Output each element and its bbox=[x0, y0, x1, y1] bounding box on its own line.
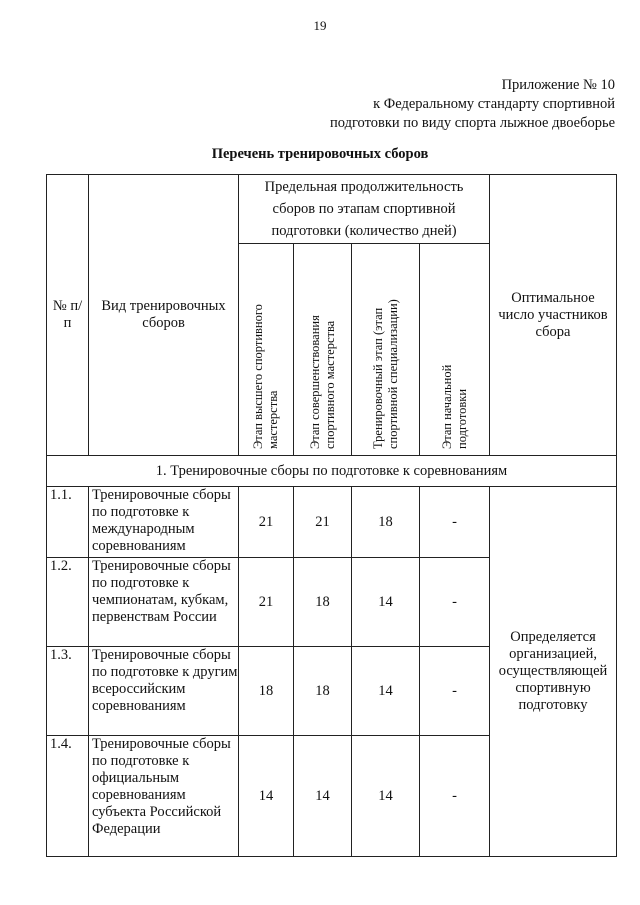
header-kind bbox=[89, 175, 239, 456]
header-stage-4 bbox=[420, 244, 490, 456]
row-value-stage-4: - bbox=[420, 647, 490, 736]
header-kind-text: Вид тренировочных сборов bbox=[101, 298, 226, 331]
row-value-stage-4: - bbox=[420, 736, 490, 857]
section-1-heading: 1. Тренировочные сборы по подготовке к соревнованиям bbox=[47, 456, 617, 487]
document-title: Перечень тренировочных сборов bbox=[211, 146, 429, 162]
row-value-stage-4: - bbox=[420, 558, 490, 647]
header-optimal bbox=[490, 175, 617, 456]
row-kind: Тренировочные сборы по подготовке к чемпионатам, кубкам, первенствам России bbox=[89, 558, 239, 647]
appendix-line-1: Приложение № 10 bbox=[501, 77, 615, 93]
optimal-note-text: Определяется организацией, осуществляющей спортивную подготовку bbox=[498, 629, 608, 713]
header-duration-text: Предельная продолжительность сборов по этапам спортивной подготовки (количество дней) bbox=[264, 179, 464, 240]
header-num-text: № п/п bbox=[52, 298, 83, 331]
stage-1-line-2: мастерства bbox=[266, 390, 280, 449]
row-kind: Тренировочные сборы по подготовке к другим всероссийским соревнованиям bbox=[89, 647, 239, 736]
appendix-line-3: подготовки по виду спорта лыжное двоеборье bbox=[329, 115, 615, 131]
header-num bbox=[47, 175, 89, 456]
header-stage-1-text bbox=[251, 251, 281, 449]
row-value-stage-1: 18 bbox=[239, 647, 294, 736]
header-duration-group bbox=[239, 175, 490, 244]
row-num: 1.2. bbox=[47, 558, 89, 647]
table-row bbox=[47, 487, 617, 558]
row-num: 1.1. bbox=[47, 487, 89, 558]
stage-3-line-2: спортивной специализации) bbox=[385, 298, 400, 449]
stage-2-line-2: спортивного мастерства bbox=[322, 320, 337, 449]
row-num: 1.3. bbox=[47, 647, 89, 736]
row-value-stage-4: - bbox=[420, 487, 490, 558]
stage-3-line-1: Тренировочный этап (этап bbox=[370, 307, 385, 449]
section-row bbox=[47, 456, 617, 487]
page-number: 19 bbox=[313, 18, 327, 33]
row-value-stage-2: 18 bbox=[294, 647, 352, 736]
row-value-stage-3: 18 bbox=[352, 487, 420, 558]
row-value-stage-2: 14 bbox=[294, 736, 352, 857]
header-stage-1 bbox=[239, 244, 294, 456]
appendix-line-2: к Федеральному стандарту спортивной bbox=[373, 96, 615, 112]
stage-4-line-2: подготовки bbox=[454, 388, 469, 449]
header-stage-4-text bbox=[440, 339, 470, 449]
row-kind: Тренировочные сборы по подготовке к международным соревнованиям bbox=[89, 487, 239, 558]
row-value-stage-2: 21 bbox=[294, 487, 352, 558]
row-value-stage-2: 18 bbox=[294, 558, 352, 647]
row-value-stage-3: 14 bbox=[352, 558, 420, 647]
training-camps-table bbox=[46, 174, 617, 857]
header-row-1 bbox=[47, 175, 617, 244]
stage-2-line-1: Этап совершенствования bbox=[307, 314, 322, 449]
row-value-stage-1: 21 bbox=[239, 558, 294, 647]
header-stage-3-text bbox=[371, 251, 401, 449]
header-stage-2 bbox=[294, 244, 352, 456]
row-value-stage-3: 14 bbox=[352, 736, 420, 857]
header-stage-2-text bbox=[308, 251, 338, 449]
header-optimal-text: Оптимальное число участников сбора bbox=[498, 289, 608, 340]
row-value-stage-1: 21 bbox=[239, 487, 294, 558]
appendix-heading bbox=[255, 76, 615, 133]
stage-1-line-1: Этап высшего спортивного bbox=[251, 303, 265, 449]
row-num: 1.4. bbox=[47, 736, 89, 857]
row-value-stage-3: 14 bbox=[352, 647, 420, 736]
stage-4-line-1: Этап начальной bbox=[439, 364, 454, 449]
row-kind: Тренировочные сборы по подготовке к официальным соревнованиям субъекта Российской Федерации bbox=[89, 736, 239, 857]
header-stage-3 bbox=[352, 244, 420, 456]
row-value-stage-1: 14 bbox=[239, 736, 294, 857]
optimal-note bbox=[490, 487, 617, 857]
